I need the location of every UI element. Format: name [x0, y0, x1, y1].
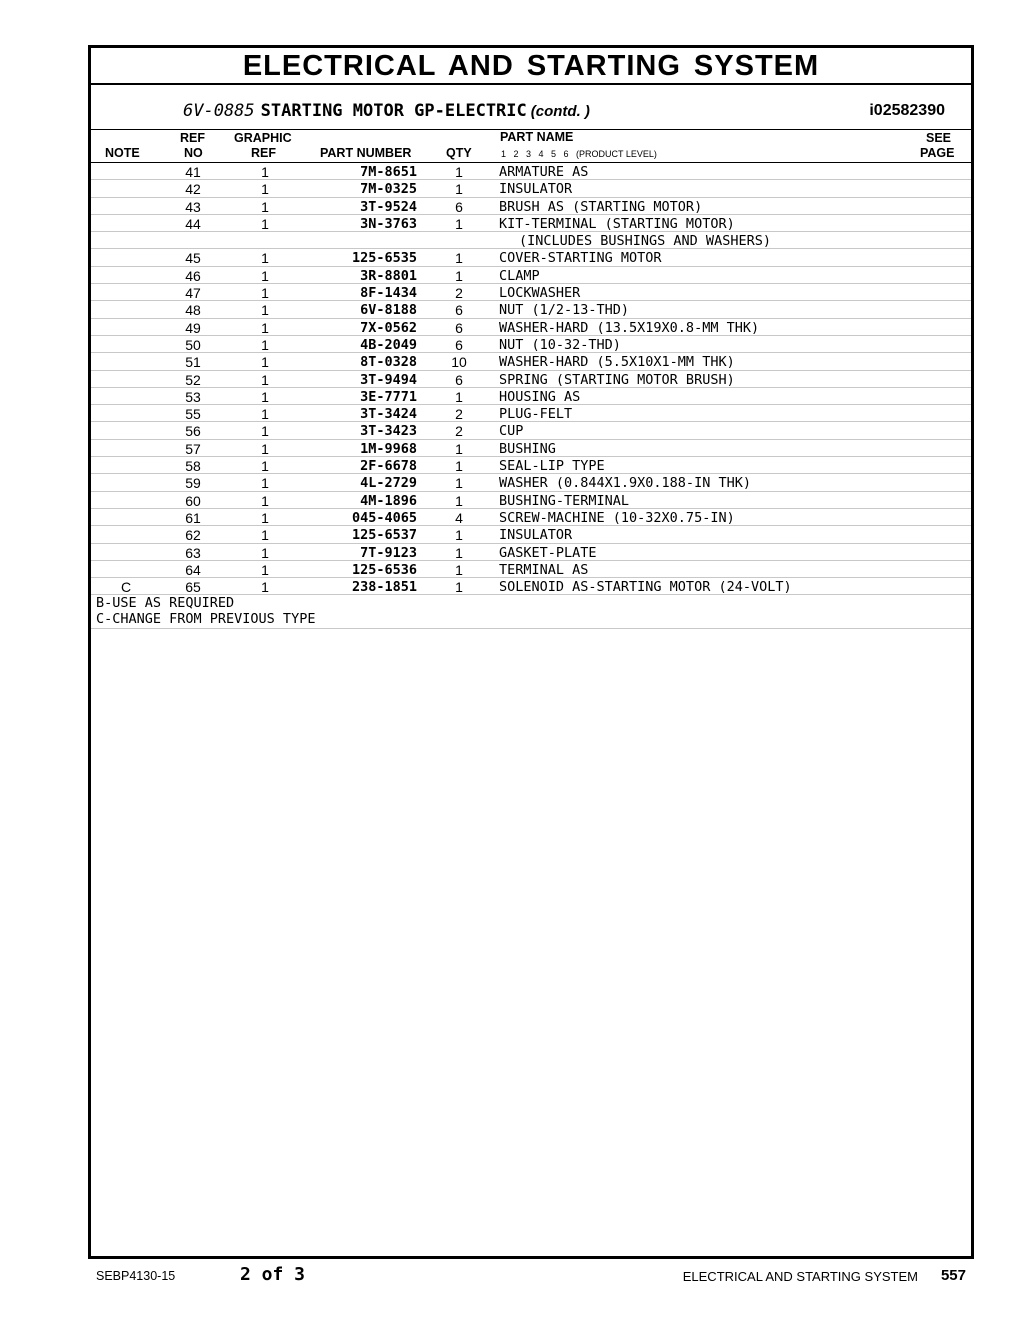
part-name-cell: CUP	[499, 423, 524, 440]
ref-no-cell: 47	[185, 285, 201, 302]
part-number-cell: 3T-9494	[360, 371, 417, 388]
ref-no-cell: 55	[185, 406, 201, 423]
part-number-cell: 3T-3423	[360, 423, 417, 440]
part-number-cell: 7M-0325	[360, 181, 417, 198]
ref-no-cell: 43	[185, 198, 201, 215]
qty-cell: 1	[455, 544, 463, 561]
ref-no-cell: 48	[185, 302, 201, 319]
graphic-ref-cell: 1	[261, 475, 269, 492]
table-row	[91, 232, 971, 249]
table-row	[91, 284, 971, 301]
graphic-ref-cell: 1	[261, 492, 269, 509]
table-row	[91, 526, 971, 543]
group-name: STARTING MOTOR GP-ELECTRIC	[260, 101, 527, 121]
part-name-cell: GASKET-PLATE	[499, 544, 597, 561]
col-see-bottom: PAGE	[920, 146, 955, 160]
col-graphic-bottom: REF	[251, 146, 276, 160]
ref-no-cell: 44	[185, 215, 201, 232]
table-row	[91, 301, 971, 318]
table-row	[91, 509, 971, 526]
part-number-cell: 8T-0328	[360, 354, 417, 371]
graphic-ref-cell: 1	[261, 579, 269, 596]
col-product-level: 1 2 3 4 5 6 (PRODUCT LEVEL)	[501, 149, 657, 159]
note-cell: C	[120, 579, 132, 596]
table-row	[91, 319, 971, 336]
part-name-cell: BRUSH AS (STARTING MOTOR)	[499, 198, 703, 215]
part-number-cell: 4B-2049	[360, 336, 417, 353]
part-name-cell: LOCKWASHER	[499, 285, 581, 302]
part-name-cell: WASHER-HARD (13.5X19X0.8-MM THK)	[499, 319, 760, 336]
graphic-ref-cell: 1	[261, 406, 269, 423]
ref-no-cell: 62	[185, 527, 201, 544]
col-ref-bottom: NO	[184, 146, 203, 160]
graphic-ref-cell: 1	[261, 302, 269, 319]
graphic-ref-cell: 1	[261, 440, 269, 457]
group-id: i02582390	[869, 102, 945, 119]
graphic-ref-cell: 1	[261, 388, 269, 405]
table-row	[91, 163, 971, 180]
table-row	[91, 267, 971, 284]
part-name-cell: NUT (1/2-13-THD)	[499, 302, 630, 319]
table-row	[91, 578, 971, 595]
graphic-ref-cell: 1	[261, 371, 269, 388]
qty-cell: 10	[451, 354, 467, 371]
part-number-cell: 125-6536	[351, 561, 417, 578]
qty-cell: 2	[455, 285, 463, 302]
part-name-cell: NUT (10-32-THD)	[499, 336, 621, 353]
table-row	[91, 215, 971, 232]
page-number: 557	[940, 1267, 966, 1284]
group-number: 6V-0885	[183, 101, 255, 121]
part-number-cell: 3R-8801	[360, 267, 417, 284]
part-name-cell: INSULATOR	[499, 527, 573, 544]
qty-cell: 6	[455, 336, 463, 353]
part-number-cell: 6V-8188	[360, 302, 417, 319]
ref-no-cell: 63	[185, 544, 201, 561]
graphic-ref-cell: 1	[261, 215, 269, 232]
part-number-cell: 8F-1434	[360, 285, 417, 302]
part-number-cell: 7X-0562	[360, 319, 417, 336]
col-note: NOTE	[105, 146, 140, 160]
table-row	[91, 180, 971, 197]
part-number-cell: 7M-8651	[360, 164, 417, 180]
part-number-cell: 2F-6678	[360, 458, 417, 475]
col-see-top: SEE	[926, 131, 952, 145]
ref-no-cell: 58	[185, 458, 201, 475]
table-row	[91, 249, 971, 266]
graphic-ref-cell: 1	[261, 250, 269, 267]
qty-cell: 1	[455, 492, 463, 509]
graphic-ref-cell: 1	[261, 164, 269, 180]
part-number-cell: 238-1851	[351, 579, 417, 596]
parts-page-frame	[88, 45, 974, 1259]
col-part-name: PART NAME	[500, 130, 574, 144]
table-row	[91, 388, 971, 405]
qty-cell: 1	[455, 181, 463, 198]
ref-no-cell: 45	[185, 250, 201, 267]
part-name-cell: TERMINAL AS	[499, 561, 589, 578]
part-number-cell: 1M-9968	[360, 440, 417, 457]
footer-section: ELECTRICAL AND STARTING SYSTEM	[682, 1269, 918, 1284]
column-header	[91, 130, 971, 163]
graphic-ref-cell: 1	[261, 354, 269, 371]
qty-cell: 1	[455, 527, 463, 544]
table-row	[91, 544, 971, 561]
notes-block	[91, 595, 971, 629]
graphic-ref-cell: 1	[261, 198, 269, 215]
part-number-cell: 4L-2729	[360, 475, 417, 492]
qty-cell: 1	[455, 215, 463, 232]
part-name-cell: SEAL-LIP TYPE	[499, 458, 605, 475]
ref-no-cell: 64	[185, 561, 201, 578]
table-row	[91, 336, 971, 353]
part-number-cell: 4M-1896	[360, 492, 417, 509]
doc-number: SEBP4130-15	[96, 1269, 176, 1283]
col-ref-top: REF	[180, 131, 205, 145]
qty-cell: 6	[455, 371, 463, 388]
table-row	[91, 405, 971, 422]
qty-cell: 1	[455, 458, 463, 475]
ref-no-cell: 56	[185, 423, 201, 440]
part-name-cell: HOUSING AS	[499, 388, 581, 405]
part-number-cell: 3T-9524	[360, 198, 417, 215]
note-line: C-CHANGE FROM PREVIOUS TYPE	[96, 610, 316, 627]
table-row	[91, 198, 971, 215]
ref-no-cell: 59	[185, 475, 201, 492]
qty-cell: 1	[455, 475, 463, 492]
graphic-ref-cell: 1	[261, 336, 269, 353]
qty-cell: 2	[455, 406, 463, 423]
qty-cell: 1	[455, 579, 463, 596]
part-number-cell: 3N-3763	[360, 215, 417, 232]
page-title: ELECTRICAL AND STARTING SYSTEM	[91, 48, 971, 85]
part-name-cell: KIT-TERMINAL (STARTING MOTOR)	[499, 215, 735, 232]
ref-no-cell: 53	[185, 388, 201, 405]
part-name-cell: ARMATURE AS	[499, 164, 589, 180]
part-name-cell: BUSHING-TERMINAL	[499, 492, 630, 509]
ref-no-cell: 61	[185, 509, 201, 526]
table-row	[91, 422, 971, 439]
ref-no-cell: 51	[185, 354, 201, 371]
table-row	[91, 440, 971, 457]
parts-table	[91, 163, 971, 595]
graphic-ref-cell: 1	[261, 181, 269, 198]
graphic-ref-cell: 1	[261, 267, 269, 284]
part-name-cell: WASHER-HARD (5.5X10X1-MM THK)	[499, 354, 735, 371]
group-contd: (contd. )	[530, 103, 590, 120]
ref-no-cell: 49	[185, 319, 201, 336]
table-row	[91, 353, 971, 370]
qty-cell: 1	[455, 440, 463, 457]
table-row	[91, 371, 971, 388]
qty-cell: 1	[455, 267, 463, 284]
part-number-cell: 125-6537	[351, 527, 417, 544]
table-row	[91, 561, 971, 578]
ref-no-cell: 50	[185, 336, 201, 353]
part-number-cell: 3T-3424	[360, 406, 417, 423]
ref-no-cell: 57	[185, 440, 201, 457]
graphic-ref-cell: 1	[261, 319, 269, 336]
table-row	[91, 492, 971, 509]
qty-cell: 6	[455, 198, 463, 215]
ref-no-cell: 65	[185, 579, 201, 596]
qty-cell: 1	[455, 561, 463, 578]
qty-cell: 6	[455, 302, 463, 319]
group-header	[91, 85, 971, 130]
col-graphic-top: GRAPHIC	[234, 131, 292, 145]
part-name-cell: CLAMP	[499, 267, 540, 284]
ref-no-cell: 52	[185, 371, 201, 388]
group-label	[183, 101, 590, 121]
part-number-cell: 125-6535	[351, 250, 417, 267]
ref-no-cell: 41	[185, 164, 201, 180]
col-part-number: PART NUMBER	[320, 146, 412, 160]
graphic-ref-cell: 1	[261, 509, 269, 526]
part-number-cell: 045-4065	[351, 509, 417, 526]
qty-cell: 1	[455, 164, 463, 180]
qty-cell: 4	[455, 509, 463, 526]
qty-cell: 2	[455, 423, 463, 440]
part-number-cell: 7T-9123	[360, 544, 417, 561]
part-name-cell: SPRING (STARTING MOTOR BRUSH)	[499, 371, 735, 388]
qty-cell: 1	[455, 250, 463, 267]
part-name-cell: SOLENOID AS-STARTING MOTOR (24-VOLT)	[499, 579, 792, 596]
qty-cell: 6	[455, 319, 463, 336]
graphic-ref-cell: 1	[261, 458, 269, 475]
part-name-cell: SCREW-MACHINE (10-32X0.75-IN)	[499, 509, 735, 526]
graphic-ref-cell: 1	[261, 544, 269, 561]
graphic-ref-cell: 1	[261, 285, 269, 302]
qty-cell: 1	[455, 388, 463, 405]
graphic-ref-cell: 1	[261, 561, 269, 578]
graphic-ref-cell: 1	[261, 527, 269, 544]
page-of: 2 of 3	[240, 1264, 306, 1285]
page-footer	[0, 1263, 1020, 1289]
part-number-cell: 3E-7771	[360, 388, 417, 405]
part-name-cell: BUSHING	[499, 440, 556, 457]
part-name-cell: (INCLUDES BUSHINGS AND WASHERS)	[519, 233, 771, 250]
part-name-cell: WASHER (0.844X1.9X0.188-IN THK)	[499, 475, 751, 492]
part-name-cell: COVER-STARTING MOTOR	[499, 250, 662, 267]
ref-no-cell: 46	[185, 267, 201, 284]
col-qty: QTY	[446, 146, 472, 160]
table-row	[91, 474, 971, 491]
table-row	[91, 457, 971, 474]
part-name-cell: INSULATOR	[499, 181, 573, 198]
graphic-ref-cell: 1	[261, 423, 269, 440]
ref-no-cell: 60	[185, 492, 201, 509]
part-name-cell: PLUG-FELT	[499, 406, 573, 423]
note-line: B-USE AS REQUIRED	[96, 595, 235, 612]
ref-no-cell: 42	[185, 181, 201, 198]
